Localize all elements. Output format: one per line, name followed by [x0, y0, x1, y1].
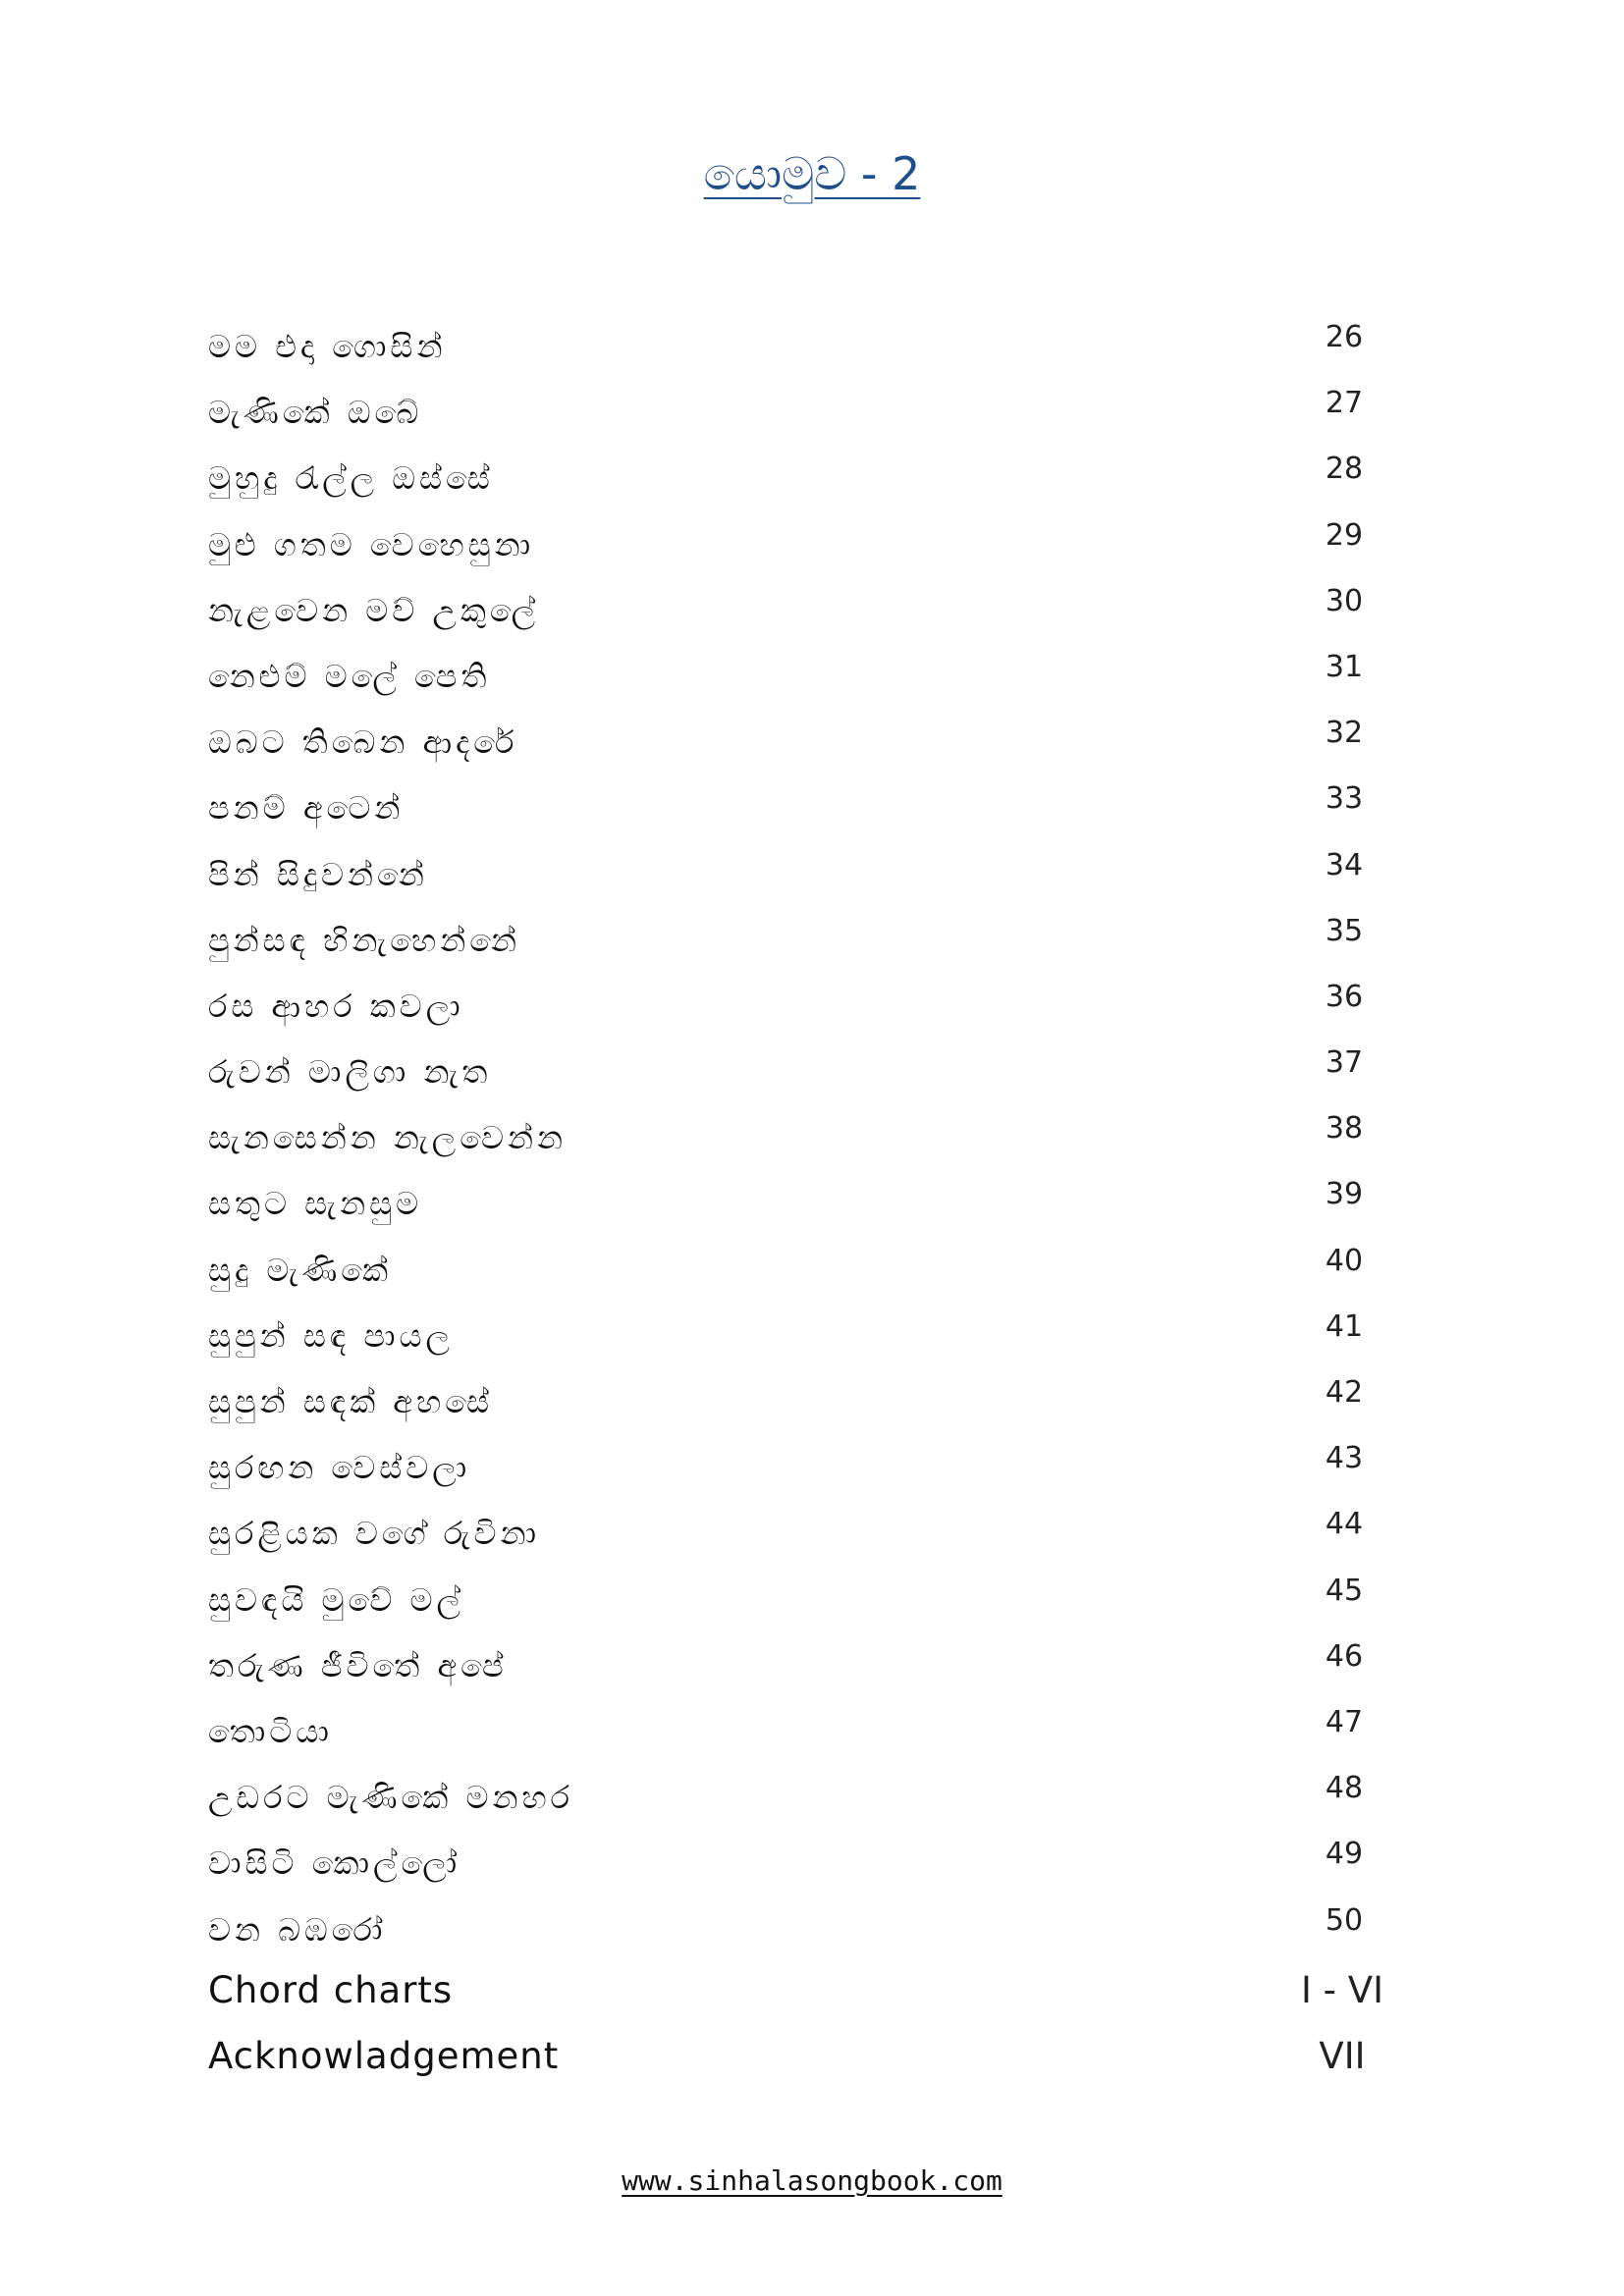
toc-entry-title: Acknowladgement: [208, 2034, 560, 2077]
toc-entry-title: උඩරට මැණිකේ මනහර: [208, 1779, 573, 1817]
toc-entry-title: සුපුන් සඳ පායල: [208, 1316, 454, 1355]
footer-website-link[interactable]: www.sinhalasongbook.com: [622, 2164, 1002, 2197]
toc-entry-title: සුරඟන වෙස්වලා: [208, 1449, 471, 1487]
toc-entry-page: 48: [1325, 1771, 1364, 1806]
toc-entry-page: 33: [1325, 781, 1364, 817]
toc-entry: [208, 386, 1416, 452]
toc-entry-page: 41: [1325, 1308, 1364, 1344]
toc-entry: [208, 848, 1416, 914]
toc-entry: [208, 452, 1416, 517]
toc-entry: [208, 1771, 1416, 1837]
toc-entry-page: 36: [1325, 979, 1364, 1014]
toc-entry: [208, 1574, 1416, 1639]
toc-entry-page: 43: [1325, 1441, 1364, 1476]
toc-entry-page: 28: [1325, 452, 1364, 487]
toc-entry: [208, 1045, 1416, 1111]
toc-entry-title: වාසිටි කොල්ලෝ: [208, 1844, 461, 1883]
toc-entry-title: නැළවෙන මව් උකුලේ: [208, 591, 540, 629]
toc-entry-page: 35: [1325, 913, 1364, 948]
toc-entry-title: මම එදා ගොසින්: [208, 328, 447, 365]
toc-entry-title: සුදු මැණිකේ: [208, 1251, 393, 1289]
toc-entry-page: 46: [1325, 1638, 1364, 1674]
toc-entry-title: සැනසෙන්න නැලවෙන්න: [208, 1119, 567, 1157]
toc-entry-title: තොටියා: [208, 1712, 333, 1750]
toc-entry-title: පුන්සඳ හිනැහෙන්නේ: [208, 921, 520, 959]
toc-entry-page: 44: [1325, 1507, 1364, 1542]
toc-entry-page: 30: [1325, 583, 1364, 618]
toc-entry: [208, 716, 1416, 781]
toc-entry-title: වන බඹරෝ: [208, 1910, 387, 1949]
toc-entry-page: 37: [1325, 1045, 1364, 1081]
page-title-text: යොමුව - 2: [703, 147, 921, 200]
toc-entry: [208, 1705, 1416, 1771]
toc-entry: [208, 1309, 1416, 1375]
toc-entry: [208, 980, 1416, 1045]
toc-entry-title: පනම් අටෙන්: [208, 789, 405, 828]
toc-entry: [208, 1903, 1416, 1969]
toc-entry-page: 40: [1325, 1243, 1364, 1278]
toc-entry-page: 47: [1325, 1704, 1364, 1739]
toc-entry-title: මැණිකේ ඔබේ: [208, 394, 423, 432]
toc-entry: [208, 1837, 1416, 1902]
toc-entry-acknowledgement: [208, 2035, 1416, 2101]
toc-entry-page: 42: [1325, 1375, 1364, 1410]
toc-entry: [208, 650, 1416, 716]
toc-entry: [208, 914, 1416, 980]
toc-entry: [208, 1441, 1416, 1507]
toc-entry: [208, 1639, 1416, 1705]
toc-entry: [208, 1375, 1416, 1441]
toc-entry-chord-charts: [208, 1969, 1416, 2035]
toc-entry-title: සතුට සැනසුම: [208, 1185, 423, 1223]
toc-entry: [208, 1507, 1416, 1573]
toc-entry-page: 27: [1325, 386, 1364, 421]
toc-entry: [208, 1111, 1416, 1177]
toc-entry-title: සුරළියක වගේ රුවිනා: [208, 1515, 541, 1553]
toc-entry-page: 38: [1325, 1111, 1364, 1147]
toc-entry-page: I - VI: [1300, 1968, 1383, 2011]
toc-entry-title: Chord charts: [208, 1968, 454, 2011]
toc-entry-page: 32: [1325, 716, 1364, 751]
page-title: [0, 147, 1624, 202]
toc-entry-title: රුවන් මාලිගා නැත: [208, 1053, 492, 1092]
toc-entry-page: 29: [1325, 517, 1364, 553]
toc-entry-title: ඔබට තිබෙන ආදරේ: [208, 723, 518, 762]
toc-entry-title: නෙළුම් මලේ පෙති: [208, 657, 491, 695]
toc-entry: [208, 584, 1416, 650]
toc-entry: [208, 1244, 1416, 1309]
toc-entry-page: VII: [1319, 2034, 1366, 2077]
toc-entry: [208, 320, 1416, 386]
toc-entry: [208, 518, 1416, 584]
toc-entry-page: 39: [1325, 1177, 1364, 1212]
footer: [0, 2164, 1624, 2197]
toc-entry-title: තරුණ ජීවිතේ අපේ: [208, 1646, 508, 1684]
toc-entry-title: මුහුදු රැල්ල ඔස්සේ: [208, 459, 494, 498]
toc-entry-title: සුපුන් සඳක් අහසේ: [208, 1383, 494, 1420]
toc-entry-title: රස ආහර කවලා: [208, 987, 464, 1025]
toc-entry-page: 26: [1325, 320, 1364, 354]
toc-entry-title: මුළු ගතම වෙහෙසුනා: [208, 525, 535, 563]
toc-entry-page: 49: [1325, 1837, 1364, 1872]
toc-entry-title: සුවඳයි මුවේ මල්: [208, 1580, 464, 1619]
toc-entry-page: 45: [1325, 1573, 1364, 1608]
table-of-contents: [208, 320, 1416, 2101]
toc-entry-page: 31: [1325, 649, 1364, 684]
toc-entry: [208, 781, 1416, 847]
toc-entry-page: 34: [1325, 847, 1364, 882]
toc-entry: [208, 1177, 1416, 1243]
toc-entry-page: 50: [1325, 1902, 1364, 1938]
toc-entry-title: පින් සිදුවන්නේ: [208, 855, 428, 893]
